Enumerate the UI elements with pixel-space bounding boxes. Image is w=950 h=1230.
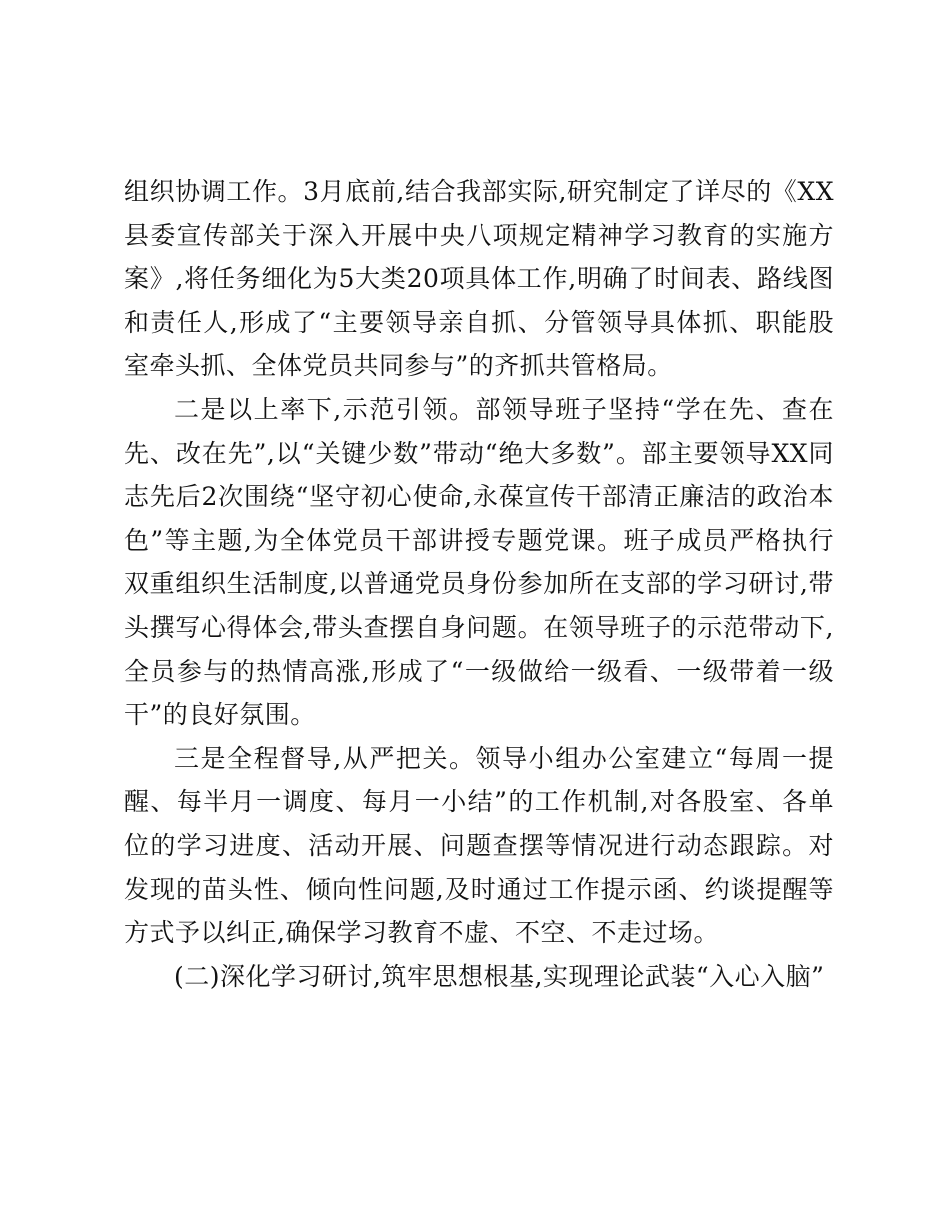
document-body (124, 170, 834, 998)
paragraph-1: 组织协调工作。3月底前,结合我部实际,研究制定了详尽的《XX县委宣传部关于深入开展中央八项规定精神学习教育的实施方案》,将任务细化为5大类20项具体工作,明确了时间表、路线图和责任人,形成了“主要领导亲自抓、分管领导具体抓、职能股室牵头抓、全体党员共同参与”的齐抓共管格局。 (124, 177, 834, 381)
paragraph-3: 三是全程督导,从严把关。领导小组办公室建立“每周一提醒、每半月一调度、每月一小结”的工作机制,对各股室、各单位的学习进度、活动开展、问题查摆等情况进行动态跟踪。对发现的苗头性、倾向性问题,及时通过工作提示函、约谈提醒等方式予以纠正,确保学习教育不虚、不空、不走过场。 (124, 743, 834, 948)
section-heading: (二)深化学习研讨,筑牢思想根基,实现理论武装“入心入脑” (174, 961, 825, 991)
paragraph-2: 二是以上率下,示范引领。部领导班子坚持“学在先、查在先、改在先”,以“关键少数”带动“绝大多数”。部主要领导XX同志先后2次围绕“坚守初心使命,永葆宣传干部清正廉洁的政治本色”等主题,为全体党员干部讲授专题党课。班子成员严格执行双重组织生活制度,以普通党员身份参加所在支部的学习研讨,带头撰写心得体会,带头查摆自身问题。在领导班子的示范带动下,全员参与的热情高涨,形成了“一级做给一级看、一级带着一级干”的良好氛围。 (124, 394, 834, 730)
